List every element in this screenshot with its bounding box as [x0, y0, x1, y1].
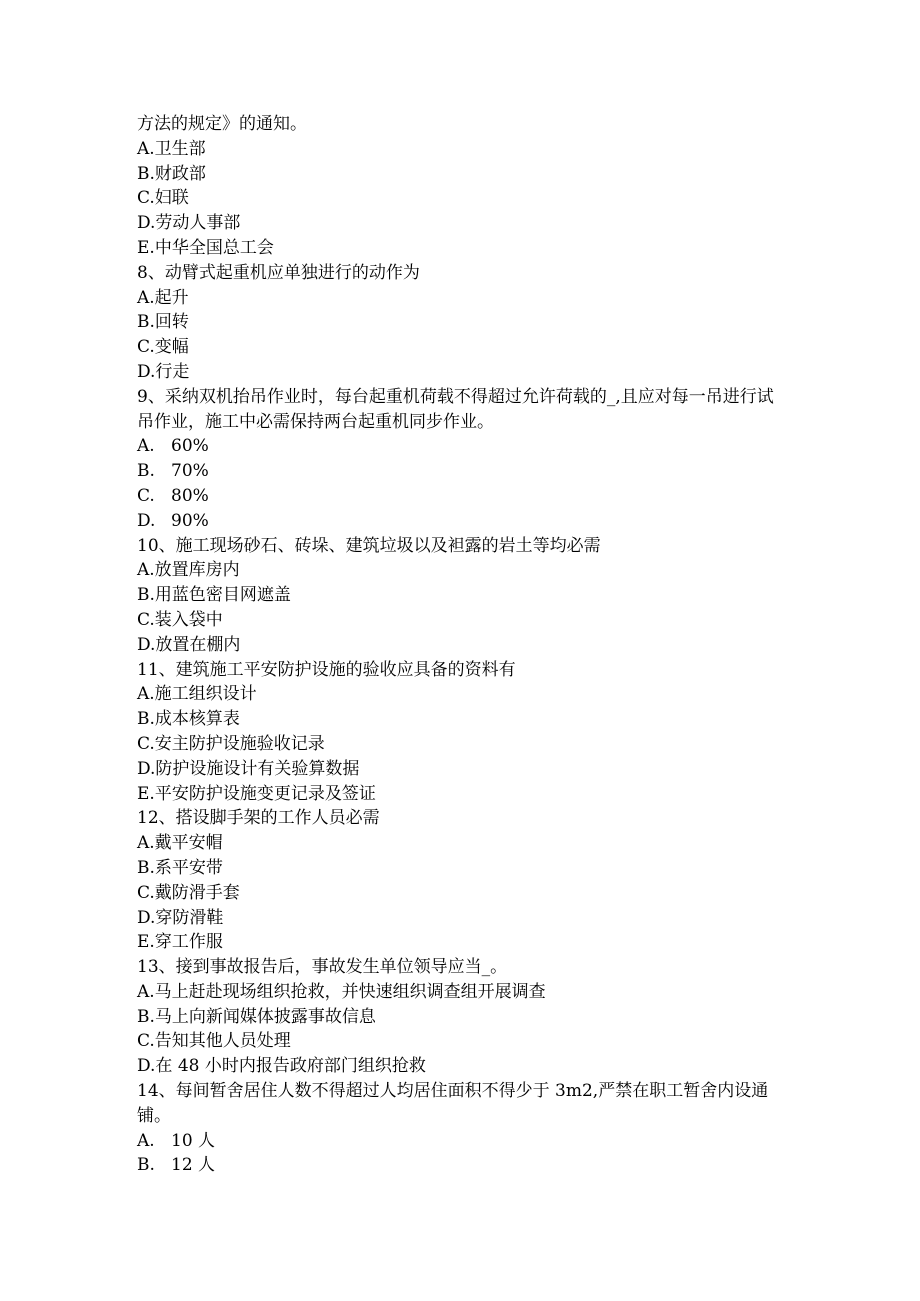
q9-option-a [137, 434, 797, 459]
q13-option-a: A.马上赶赴现场组织抢救，并快速组织调查组开展调查 [137, 981, 546, 1002]
option-letter: D. [137, 510, 156, 531]
option-letter: A. [137, 1130, 155, 1151]
q13-option-b: B.马上向新闻媒体披露事故信息 [137, 1006, 376, 1027]
q14-option-b [137, 1153, 797, 1178]
q9-option-c [137, 484, 797, 509]
q11-option-c: C.安主防护设施验收记录 [137, 733, 325, 754]
question-11-stem: 11、建筑施工平安防护设施的验收应具备的资料有 [137, 659, 516, 680]
q7-option-c: C.妇联 [137, 188, 189, 209]
question-13-stem: 13、接到事故报告后，事故发生单位领导应当_。 [137, 957, 508, 978]
q11-option-b: B.成本核算表 [137, 709, 240, 730]
document-page [137, 112, 797, 1178]
option-value: 12 人 [171, 1155, 216, 1176]
q12-option-c: C.戴防滑手套 [137, 882, 240, 903]
q13-option-c: C.告知其他人员处理 [137, 1031, 291, 1052]
q7-option-d: D.劳动人事部 [137, 213, 241, 234]
q7-option-e: E.中华全国总工会 [137, 237, 274, 258]
option-letter: B. [137, 1155, 155, 1176]
option-value: 90% [171, 510, 209, 531]
q7-option-b: B.财政部 [137, 163, 206, 184]
option-value: 10 人 [171, 1130, 216, 1151]
q11-option-e: E.平安防护设施变更记录及签证 [137, 783, 376, 804]
q12-option-a: A.戴平安帽 [137, 833, 223, 854]
question-10-stem: 10、施工现场砂石、砖垛、建筑垃圾以及袒露的岩土等均必需 [137, 535, 601, 556]
question-7-tail: 方法的规定》的通知。 [137, 114, 307, 134]
q10-option-a: A.放置库房内 [137, 560, 240, 581]
q8-option-a: A.起升 [137, 287, 189, 308]
q10-option-c: C.装入袋中 [137, 609, 223, 630]
option-value: 70% [171, 461, 209, 482]
q9-option-b [137, 459, 797, 484]
q12-option-b: B.系平安带 [137, 857, 223, 878]
q13-option-d: D.在 48 小时内报告政府部门组织抢救 [137, 1056, 426, 1077]
q7-option-a: A.卫生部 [137, 138, 206, 159]
q11-option-d: D.防护设施设计有关验算数据 [137, 758, 360, 779]
option-letter: A. [137, 436, 155, 457]
q14-option-a [137, 1129, 797, 1154]
q11-option-a: A.施工组织设计 [137, 684, 257, 705]
q8-option-c: C.变幅 [137, 337, 189, 358]
question-9-stem: 9、采纳双机抬吊作业时，每台起重机荷载不得超过允许荷载的_,且应对每一吊进行试吊作业，施工中必需保持两台起重机同步作业。 [137, 386, 774, 432]
option-value: 80% [171, 485, 209, 506]
option-letter: B. [137, 461, 155, 482]
q9-option-d [137, 509, 797, 534]
q10-option-d: D.放置在棚内 [137, 634, 241, 655]
question-8-stem: 8、动臂式起重机应单独进行的动作为 [137, 262, 420, 283]
option-letter: C. [137, 485, 155, 506]
question-12-stem: 12、搭设脚手架的工作人员必需 [137, 808, 380, 829]
q10-option-b: B.用蓝色密目网遮盖 [137, 585, 291, 606]
q12-option-e: E.穿工作服 [137, 932, 223, 953]
q8-option-d: D.行走 [137, 361, 190, 382]
q12-option-d: D.穿防滑鞋 [137, 907, 224, 928]
q8-option-b: B.回转 [137, 312, 189, 333]
option-value: 60% [171, 436, 209, 457]
question-14-stem: 14、每间暂舍居住人数不得超过人均居住面积不得少于 3m2,严禁在职工暂舍内设通铺。 [137, 1081, 769, 1126]
